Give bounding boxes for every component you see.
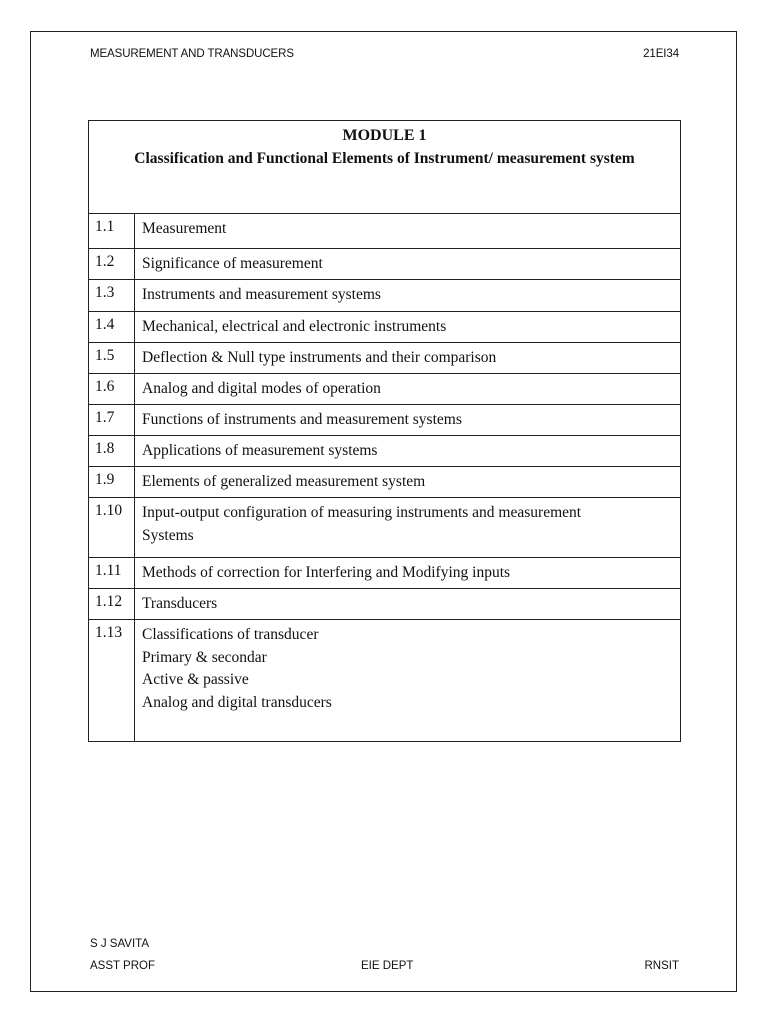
topic-number: 1.6 bbox=[89, 374, 135, 405]
topic-number: 1.5 bbox=[89, 343, 135, 374]
topic-text: Input-output configuration of measuring instruments and measurement Systems bbox=[135, 498, 681, 558]
topic-number: 1.13 bbox=[89, 620, 135, 742]
header-course-code: 21EI34 bbox=[643, 48, 679, 60]
table-row bbox=[89, 312, 681, 343]
table-row bbox=[89, 436, 681, 467]
table-row bbox=[89, 405, 681, 436]
module-contents-table bbox=[88, 120, 681, 742]
table-row bbox=[89, 498, 681, 558]
topic-text: Methods of correction for Interfering and Modifying inputs bbox=[135, 558, 681, 589]
footer-institution: RNSIT bbox=[644, 960, 679, 972]
table-row bbox=[89, 467, 681, 498]
topic-number: 1.3 bbox=[89, 280, 135, 312]
topic-text: Applications of measurement systems bbox=[135, 436, 681, 467]
footer-department: EIE DEPT bbox=[361, 960, 414, 972]
topic-number: 1.8 bbox=[89, 436, 135, 467]
topic-number: 1.2 bbox=[89, 249, 135, 280]
topic-number: 1.11 bbox=[89, 558, 135, 589]
topic-text: Instruments and measurement systems bbox=[135, 280, 681, 312]
header-course-title: MEASUREMENT AND TRANSDUCERS bbox=[90, 48, 294, 60]
table-row bbox=[89, 280, 681, 312]
table-row bbox=[89, 374, 681, 405]
topic-text: Elements of generalized measurement system bbox=[135, 467, 681, 498]
topic-number: 1.12 bbox=[89, 589, 135, 620]
topic-number: 1.4 bbox=[89, 312, 135, 343]
table-row bbox=[89, 620, 681, 742]
module-title-cell bbox=[89, 121, 681, 214]
table-row bbox=[89, 214, 681, 249]
topic-text: Measurement bbox=[135, 214, 681, 249]
module-title: MODULE 1 bbox=[342, 127, 427, 144]
module-subtitle: Classification and Functional Elements of Instrument/ measurement system bbox=[134, 150, 635, 167]
module-title-row bbox=[89, 121, 681, 214]
topic-number: 1.7 bbox=[89, 405, 135, 436]
table-row bbox=[89, 558, 681, 589]
footer-author-name: S J SAVITA bbox=[90, 938, 150, 950]
topic-number: 1.1 bbox=[89, 214, 135, 249]
topic-text: Mechanical, electrical and electronic instruments bbox=[135, 312, 681, 343]
table-row bbox=[89, 249, 681, 280]
topic-text: Deflection & Null type instruments and their comparison bbox=[135, 343, 681, 374]
topic-text: Classifications of transducer Primary & secondar Active & passive Analog and digital transducers bbox=[135, 620, 681, 742]
table-row bbox=[89, 343, 681, 374]
topic-text: Significance of measurement bbox=[135, 249, 681, 280]
table-row bbox=[89, 589, 681, 620]
topic-number: 1.10 bbox=[89, 498, 135, 558]
topic-number: 1.9 bbox=[89, 467, 135, 498]
footer-designation: ASST PROF bbox=[90, 960, 155, 972]
topic-text: Analog and digital modes of operation bbox=[135, 374, 681, 405]
topic-text: Transducers bbox=[135, 589, 681, 620]
topic-text: Functions of instruments and measurement systems bbox=[135, 405, 681, 436]
